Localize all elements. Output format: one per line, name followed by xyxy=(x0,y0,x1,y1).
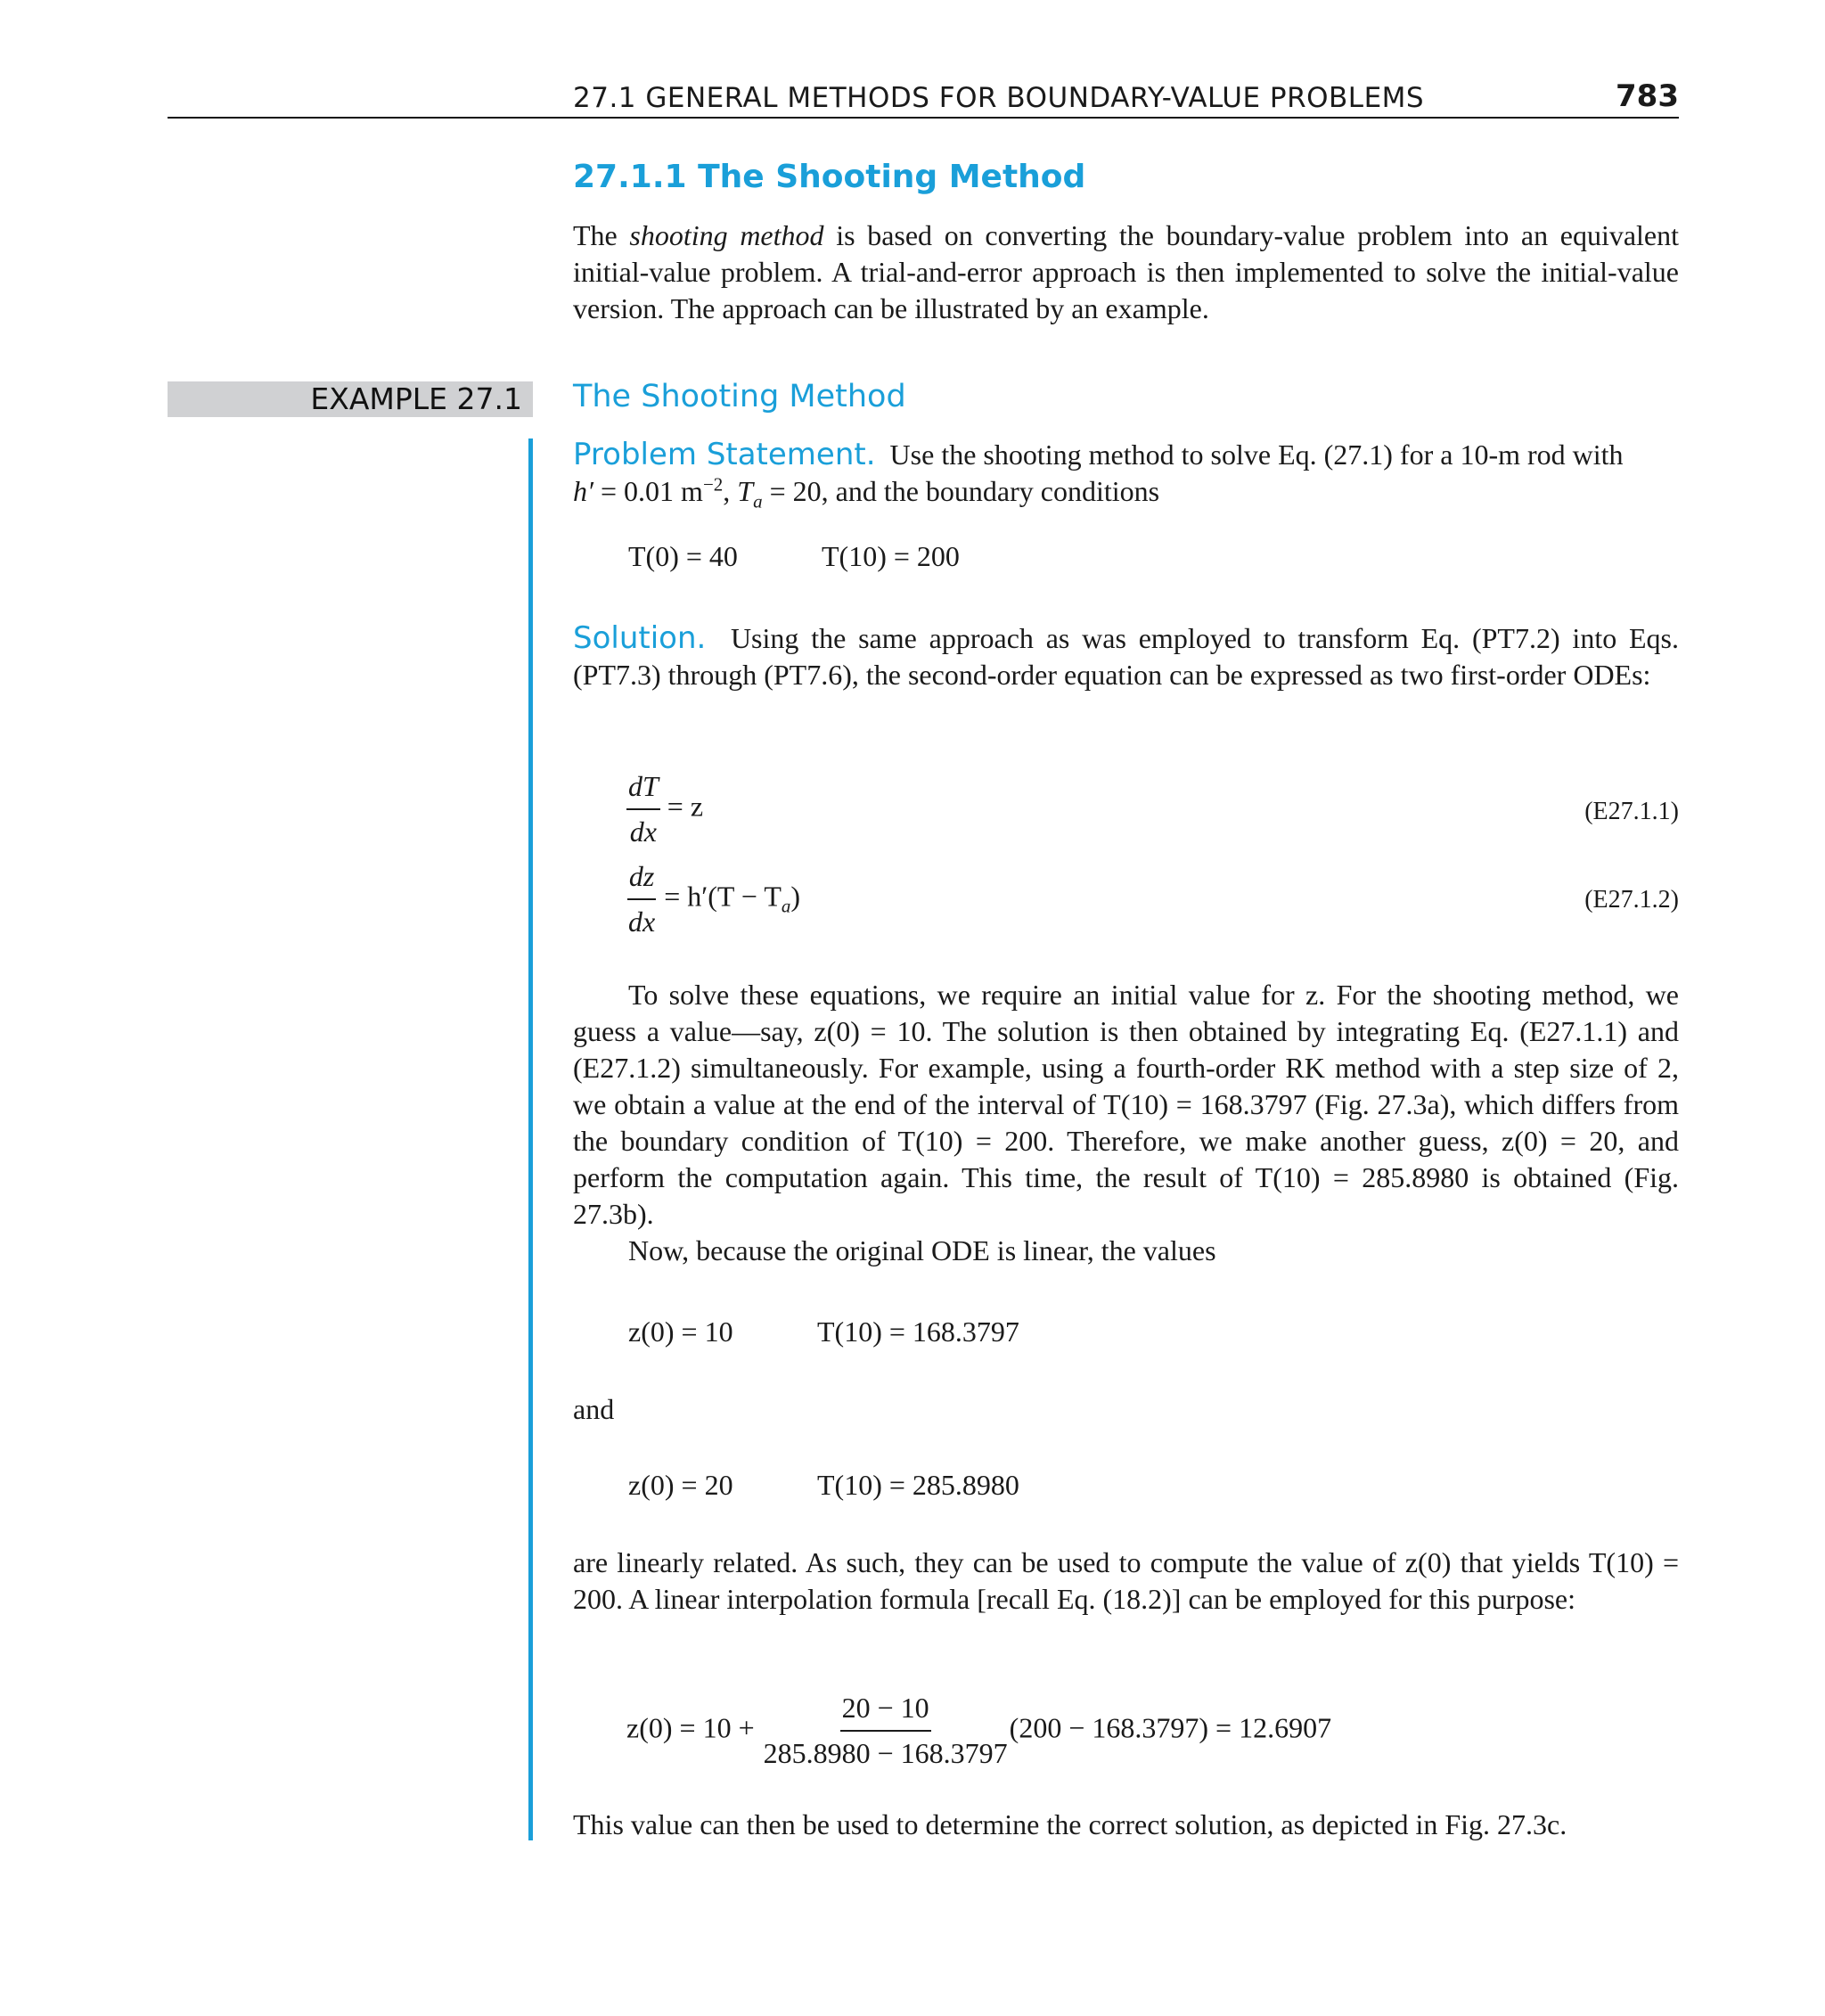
problem-statement: Problem Statement. Use the shooting method to solve Eq. (27.1) for a 10-m rod with h′ = 0.01 $m^{-2}$, $T_a = 20$, and the boundary conditions xyxy=(573,437,1624,512)
equation-number-e27-1-2: (E27.1.2) xyxy=(1584,886,1679,914)
interpolation-formula: z(0) = 10 + $\frac{20 - 10}{285.8980 - 168.3797}$ (200 − 168.3797) = 12.6907 xyxy=(626,1692,1332,1769)
solution-lead: Solution. xyxy=(573,620,707,656)
example-side-rule xyxy=(528,438,533,1840)
connector-and: and xyxy=(573,1393,615,1425)
section-title: 27.1.1 The Shooting Method xyxy=(573,159,1086,195)
paragraph-initial-guess: To solve these equations, we require an initial value for z. For the shooting method, we guess a value—say, z(0) = 10. The solution is then obtained by integrating Eq. (E27.1.1) and (E27.1.2) simultaneously. For example, using a fourth-order RK method with a step size of 2, we obtain a value at the end of the interval of T(10) = 168.3797 (Fig. 27.3a), which differs from the boundary condition of T(10) = 200. Therefore, we make another guess, z(0) = 20, and perform the computation again. This time, the result of T(10) = 285.8980 is obtained (Fig. 27.3b). xyxy=(573,979,1679,1230)
equation-e27-1-1: $\frac{dT}{dx}$ = z xyxy=(628,770,704,848)
paragraph-correct-solution: This value can then be used to determine the correct solution, as depicted in Fig. 27.3c. xyxy=(573,1808,1567,1840)
page-number: 783 xyxy=(1616,78,1679,114)
value-pair-2-T: T(10) = 285.8980 xyxy=(817,1469,1019,1501)
problem-statement-lead: Problem Statement. xyxy=(573,437,876,472)
example-label: EXAMPLE 27.1 xyxy=(310,381,522,416)
value-pair-1-z: z(0) = 10 xyxy=(628,1315,733,1348)
paragraph-linear-interpolation: are linearly related. As such, they can be used to compute the value of z(0) that yields T(10) = 200. A linear interpolation formula [recall Eq. (18.2)] can be employed for this purpose: xyxy=(573,1546,1679,1615)
example-title: The Shooting Method xyxy=(573,379,906,414)
header-rule xyxy=(168,117,1679,119)
equation-number-e27-1-1: (E27.1.1) xyxy=(1584,798,1679,825)
paragraph-linear-values: Now, because the original ODE is linear, the values xyxy=(628,1234,1216,1266)
value-pair-1-T: T(10) = 168.3797 xyxy=(817,1315,1019,1348)
solution-paragraph: Solution. Using the same approach as was employed to transform Eq. (PT7.2) into Eqs. (PT7.3) through (PT7.6), the second-order equation can be expressed as two first-order ODEs: xyxy=(573,620,1680,691)
boundary-condition-2: T(10) = 200 xyxy=(822,540,960,572)
section-intro-paragraph: The shooting method is based on converting the boundary-value problem into an equivalent initial-value problem. A trial-and-error approach is then implemented to solve the initial-value version. The approach can be illustrated by an example. xyxy=(573,219,1680,324)
emphasis-shooting-method: shooting method xyxy=(629,219,824,251)
boundary-condition-1: T(0) = 40 xyxy=(628,540,738,572)
equation-e27-1-2: $\frac{dz}{dx}$ = $h'(T - T_a)$ xyxy=(628,860,801,938)
value-pair-2-z: z(0) = 20 xyxy=(628,1469,733,1501)
running-header-title: 27.1 GENERAL METHODS FOR BOUNDARY-VALUE PROBLEMS xyxy=(573,82,1425,114)
